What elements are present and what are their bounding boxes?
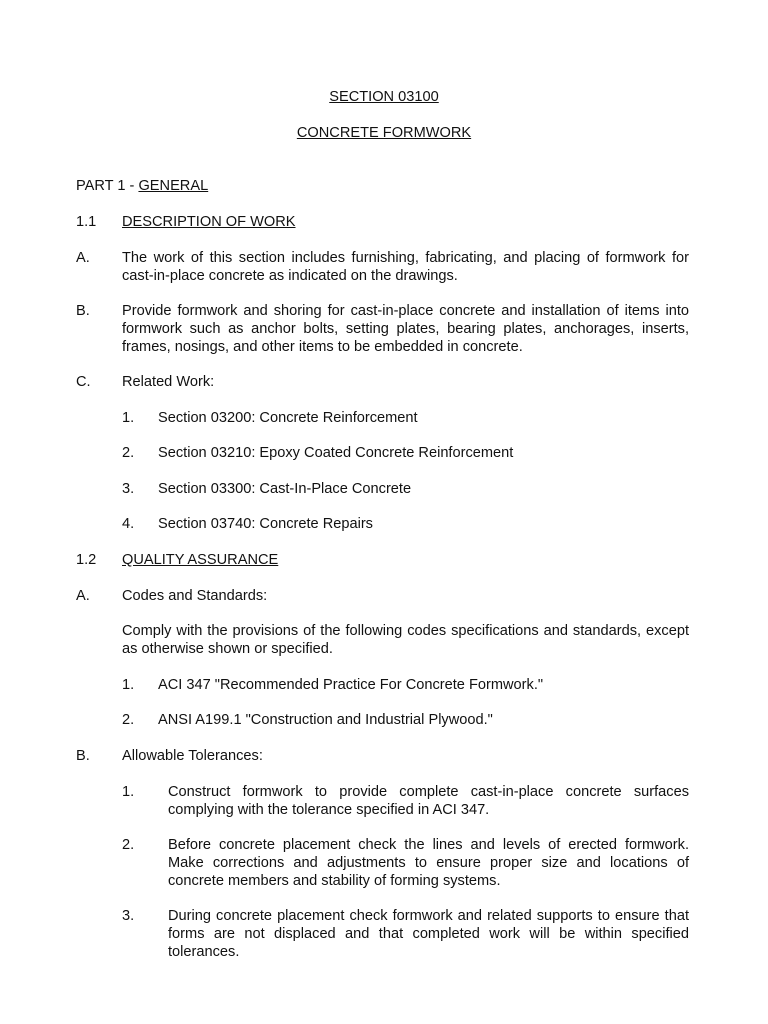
list-item: Section 03300: Cast-In-Place Concrete	[158, 481, 412, 497]
paragraph-text: Related Work:	[122, 374, 215, 390]
list-item-number: 1.	[122, 784, 135, 800]
part-prefix: PART 1 -	[76, 178, 139, 194]
paragraph-text: Codes and Standards:	[122, 588, 268, 604]
paragraph-label: A.	[76, 250, 90, 266]
list-item-number: 1.	[122, 677, 135, 693]
list-item-number: 3.	[122, 481, 135, 497]
section-number: SECTION 03100	[329, 89, 439, 105]
list-item: ACI 347 "Recommended Practice For Concrete Formwork."	[158, 677, 544, 693]
paragraph-label: C.	[76, 374, 91, 390]
list-item: ANSI A199.1 "Construction and Industrial Plywood."	[158, 712, 493, 728]
list-item: Section 03200: Concrete Reinforcement	[158, 410, 418, 426]
paragraph-text: Provide formwork and shoring for cast-in-place concrete and installation of items into formwork such as anchor bolts, setting plates, bearing plates, anchorages, inserts, frames, nosings, and other items to be embedded in concrete.	[122, 303, 689, 355]
paragraph-label: B.	[76, 748, 90, 764]
list-item-number: 4.	[122, 516, 135, 532]
article-number: 1.2	[76, 552, 97, 568]
paragraph-label: B.	[76, 303, 90, 319]
article-title: DESCRIPTION OF WORK	[122, 214, 296, 230]
list-item: Construct formwork to provide complete cast-in-place concrete surfaces complying with the tolerance specified in ACI 347.	[168, 784, 689, 818]
list-item-number: 3.	[122, 908, 135, 924]
paragraph-text: Allowable Tolerances:	[122, 748, 263, 764]
list-item: Section 03210: Epoxy Coated Concrete Reinforcement	[158, 445, 514, 461]
list-item: During concrete placement check formwork and related supports to ensure that forms are not displaced and that completed work will be within specified tolerances.	[168, 908, 689, 960]
list-item-number: 2.	[122, 712, 135, 728]
article-title: QUALITY ASSURANCE	[122, 552, 279, 568]
article-number: 1.1	[76, 214, 97, 230]
list-item-number: 2.	[122, 445, 135, 461]
paragraph-text: The work of this section includes furnishing, fabricating, and placing of formwork for cast-in-place concrete as indicated on the drawings.	[122, 250, 689, 284]
list-item-number: 2.	[122, 837, 135, 853]
paragraph-body: Comply with the provisions of the following codes specifications and standards, except as otherwise shown or specified.	[122, 623, 689, 657]
section-title: CONCRETE FORMWORK	[296, 125, 472, 141]
paragraph-label: A.	[76, 588, 90, 604]
part-title: GENERAL	[138, 178, 209, 194]
list-item: Section 03740: Concrete Repairs	[158, 516, 373, 532]
list-item: Before concrete placement check the lines and levels of erected formwork. Make corrections and adjustments to ensure proper size and locations of concrete members and stability of forming systems.	[168, 837, 689, 889]
part-heading	[76, 177, 208, 195]
list-item-number: 1.	[122, 410, 135, 426]
